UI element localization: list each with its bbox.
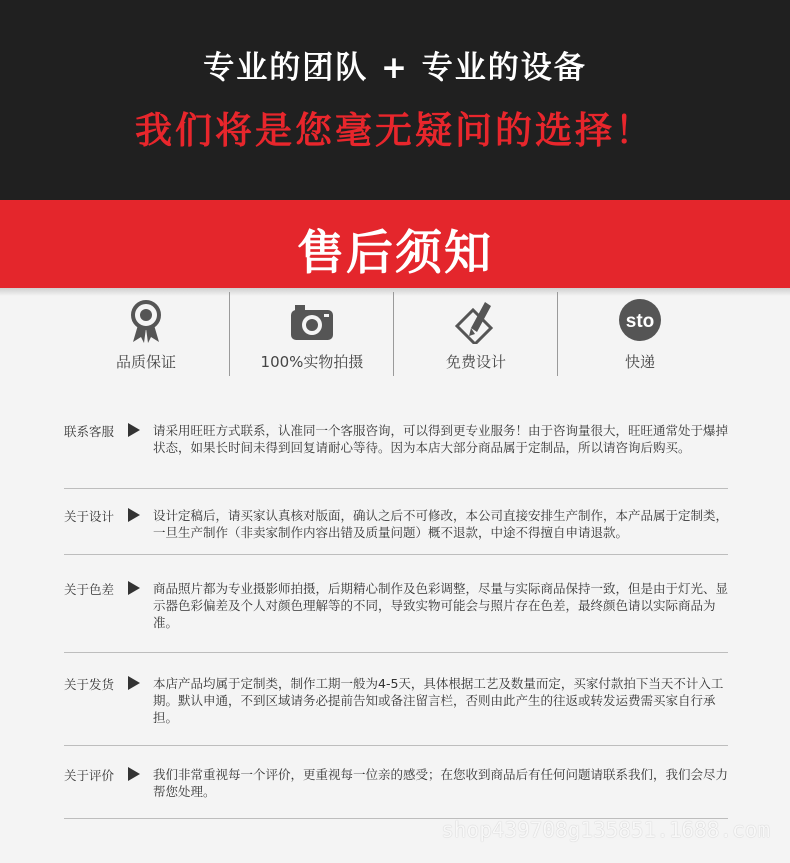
header-tagline: 我们将是您毫无疑问的选择！ [135,109,655,152]
divider [64,745,728,746]
play-arrow-icon [128,508,140,522]
divider [64,652,728,653]
divider [64,554,728,555]
feature-quality [64,292,228,376]
sto-logo-text: sto [625,311,655,332]
feature-label: 免费设计 [445,353,506,371]
notice-key: 关于设计 [64,509,115,524]
play-arrow-icon [128,767,140,781]
divider [64,488,728,489]
header-slogan: 专业的团队 + 专业的设备 [203,50,587,86]
camera-icon [287,298,337,344]
feature-strip [64,292,724,376]
feature-free-design [394,292,558,376]
medal-icon [121,298,171,344]
play-arrow-icon [128,581,140,595]
feature-label: 快递 [624,353,655,371]
feature-express [558,292,722,376]
notice-key: 关于发货 [64,677,115,692]
feature-label: 100%实物拍摄 [260,353,364,371]
notice-key: 关于色差 [64,582,115,597]
play-arrow-icon [128,423,140,437]
sto-logo [615,298,665,344]
play-arrow-icon [128,676,140,690]
design-pen-icon [451,298,501,344]
shop-watermark: shop439708g135851.1688.com [441,818,770,842]
notice-key: 关于评价 [64,768,115,783]
header-banner [0,0,790,200]
notice-key: 联系客服 [64,424,115,439]
feature-label: 品质保证 [115,353,176,371]
section-title: 售后须知 [297,226,493,281]
feature-real-photo [230,292,394,376]
notice-text: 请采用旺旺方式联系，认准同一个客服咨询，可以得到更专业服务！由于咨询量很大，旺旺通常处于爆掉状态，如果长时间未得到回复请耐心等待。因为本店大部分商品属于定制品，所以请咨询后购买。 [153,423,729,455]
after-sales-banner [0,200,790,288]
notice-text: 设计定稿后，请买家认真核对版面，确认之后不可修改，本公司直接安排生产制作，本产品属于定制类，一旦生产制作（非卖家制作内容出错及质量问题）概不退款，中途不得擅自申请退款。 [153,508,729,540]
notice-text: 本店产品均属于定制类，制作工期一般为4-5天，具体根据工艺及数量而定，买家付款拍下当天不计入工期。默认申通，不到区域请务必提前告知或备注留言栏，否则由此产生的往返或转发运费需买家自行承担。 [153,676,724,725]
notice-text: 我们非常重视每一个评价，更重视每一位亲的感受；在您收到商品后有任何问题请联系我们，我们会尽力帮您处理。 [153,767,729,799]
notice-text: 商品照片都为专业摄影师拍摄，后期精心制作及色彩调整，尽量与实际商品保持一致，但是由于灯光、显示器色彩偏差及个人对颜色理解等的不同，导致实物可能会与照片存在色差，最终颜色请以实际商品为准。 [153,581,729,630]
